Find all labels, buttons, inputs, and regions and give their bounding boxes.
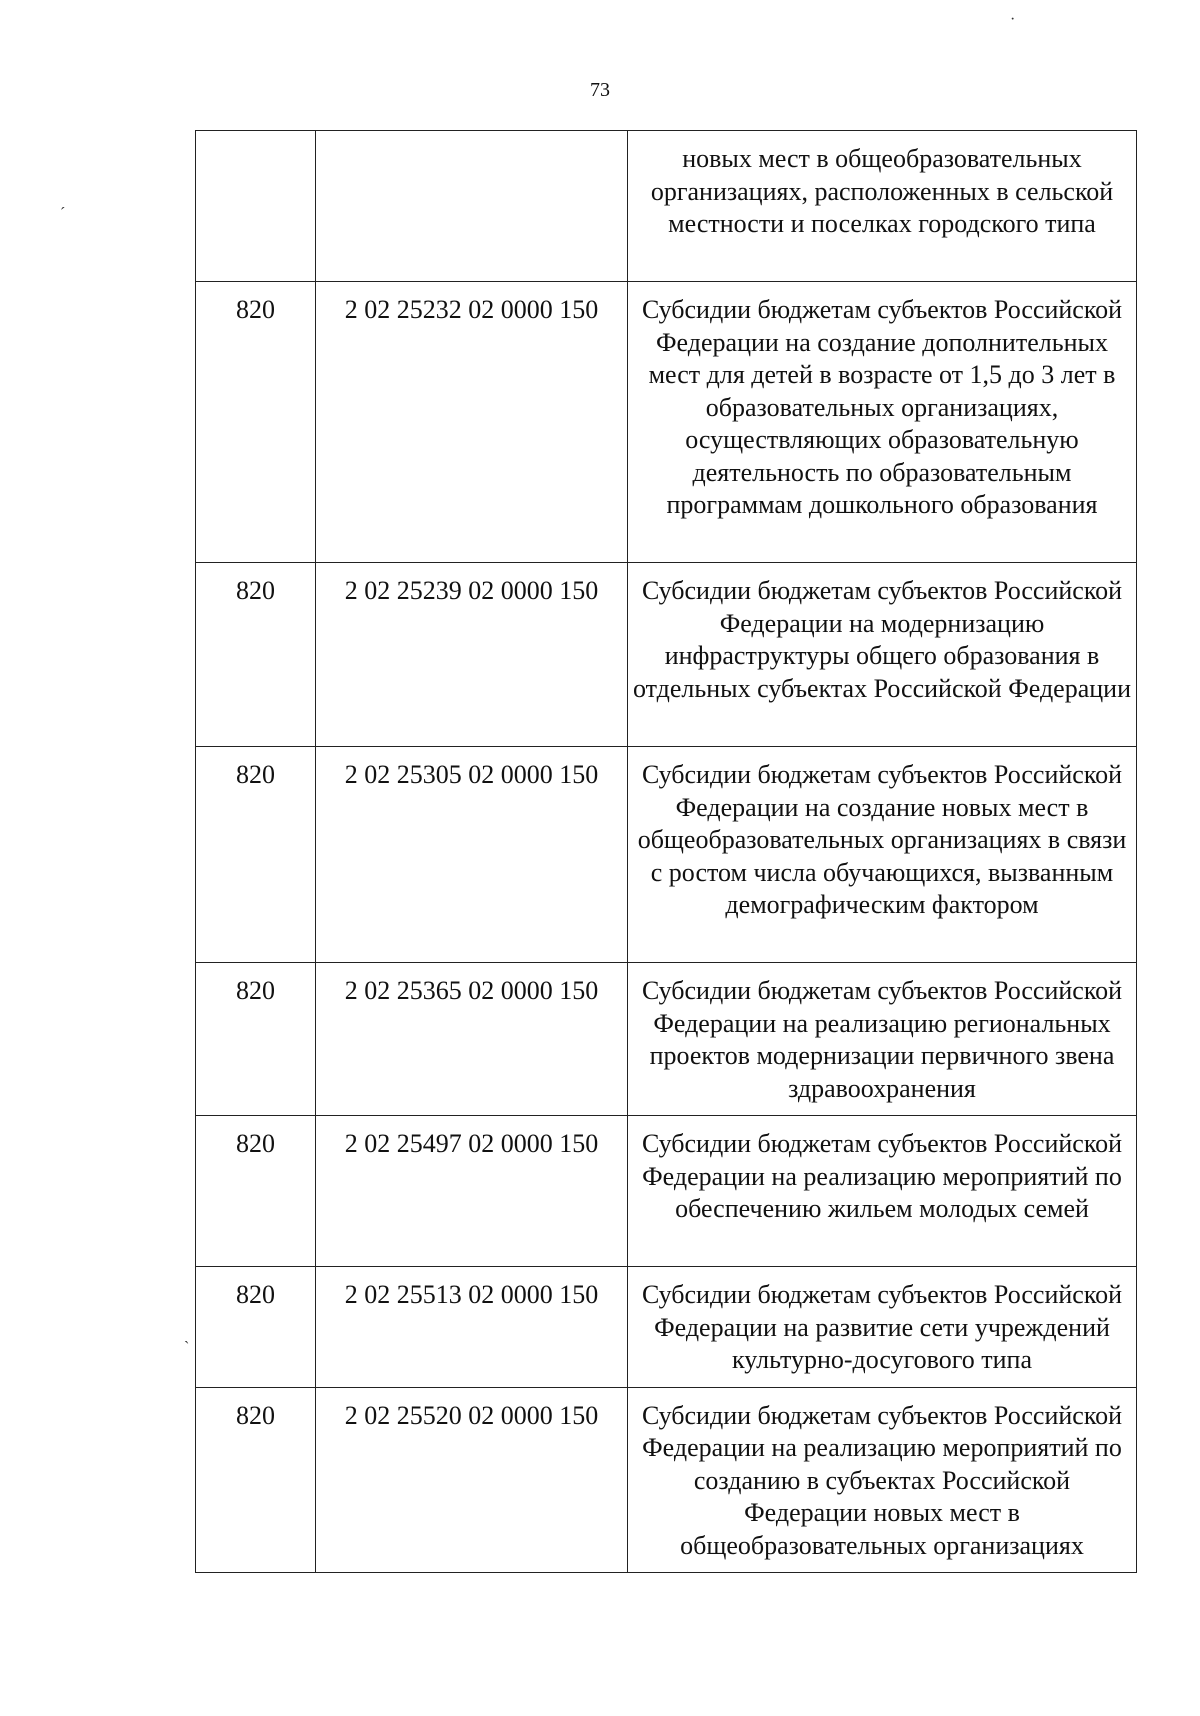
table-row bbox=[196, 963, 1137, 1116]
table-row bbox=[196, 1116, 1137, 1267]
budget-income-table bbox=[195, 130, 1137, 1573]
income-code-cell: 2 02 25232 02 0000 150 bbox=[316, 282, 628, 563]
description-cell: Субсидии бюджетам субъектов Российской Федерации на реализацию мероприятий по обеспечению жильем молодых семей bbox=[628, 1116, 1137, 1267]
description-cell: Субсидии бюджетам субъектов Российской Федерации на создание дополнительных мест для детей в возрасте от 1,5 до 3 лет в образовательных организациях, осуществляющих образовательную деятельность по образовательным программам дошкольного образования bbox=[628, 282, 1137, 563]
admin-code-cell bbox=[196, 131, 316, 282]
table-row bbox=[196, 1267, 1137, 1388]
scan-speck: ˊ bbox=[60, 205, 66, 222]
description-cell: Субсидии бюджетам субъектов Российской Федерации на развитие сети учреждений культурно-досугового типа bbox=[628, 1267, 1137, 1388]
income-code-cell: 2 02 25305 02 0000 150 bbox=[316, 747, 628, 963]
table-row bbox=[196, 131, 1137, 282]
description-cell: Субсидии бюджетам субъектов Российской Федерации на создание новых мест в общеобразовательных организациях в связи с ростом числа обучающихся, вызванным демографическим фактором bbox=[628, 747, 1137, 963]
scan-speck: · bbox=[1010, 11, 1016, 28]
admin-code-cell: 820 bbox=[196, 1387, 316, 1573]
admin-code-cell: 820 bbox=[196, 747, 316, 963]
income-code-cell bbox=[316, 131, 628, 282]
scan-speck: ˋ bbox=[184, 1339, 190, 1356]
admin-code-cell: 820 bbox=[196, 563, 316, 747]
income-code-cell: 2 02 25239 02 0000 150 bbox=[316, 563, 628, 747]
admin-code-cell: 820 bbox=[196, 282, 316, 563]
admin-code-cell: 820 bbox=[196, 1116, 316, 1267]
table-row bbox=[196, 1387, 1137, 1573]
description-cell: Субсидии бюджетам субъектов Российской Федерации на реализацию мероприятий по созданию в субъектах Российской Федерации новых мест в общеобразовательных организациях bbox=[628, 1387, 1137, 1573]
income-code-cell: 2 02 25513 02 0000 150 bbox=[316, 1267, 628, 1388]
income-code-cell: 2 02 25365 02 0000 150 bbox=[316, 963, 628, 1116]
description-cell: Субсидии бюджетам субъектов Российской Федерации на модернизацию инфраструктуры общего образования в отдельных субъектах Российской Федерации bbox=[628, 563, 1137, 747]
table-row bbox=[196, 747, 1137, 963]
admin-code-cell: 820 bbox=[196, 963, 316, 1116]
income-code-cell: 2 02 25497 02 0000 150 bbox=[316, 1116, 628, 1267]
admin-code-cell: 820 bbox=[196, 1267, 316, 1388]
table-row bbox=[196, 563, 1137, 747]
page-number: 73 bbox=[590, 79, 610, 101]
table-row bbox=[196, 282, 1137, 563]
description-cell: новых мест в общеобразовательных организациях, расположенных в сельской местности и поселках городского типа bbox=[628, 131, 1137, 282]
income-code-cell: 2 02 25520 02 0000 150 bbox=[316, 1387, 628, 1573]
description-cell: Субсидии бюджетам субъектов Российской Федерации на реализацию региональных проектов модернизации первичного звена здравоохранения bbox=[628, 963, 1137, 1116]
